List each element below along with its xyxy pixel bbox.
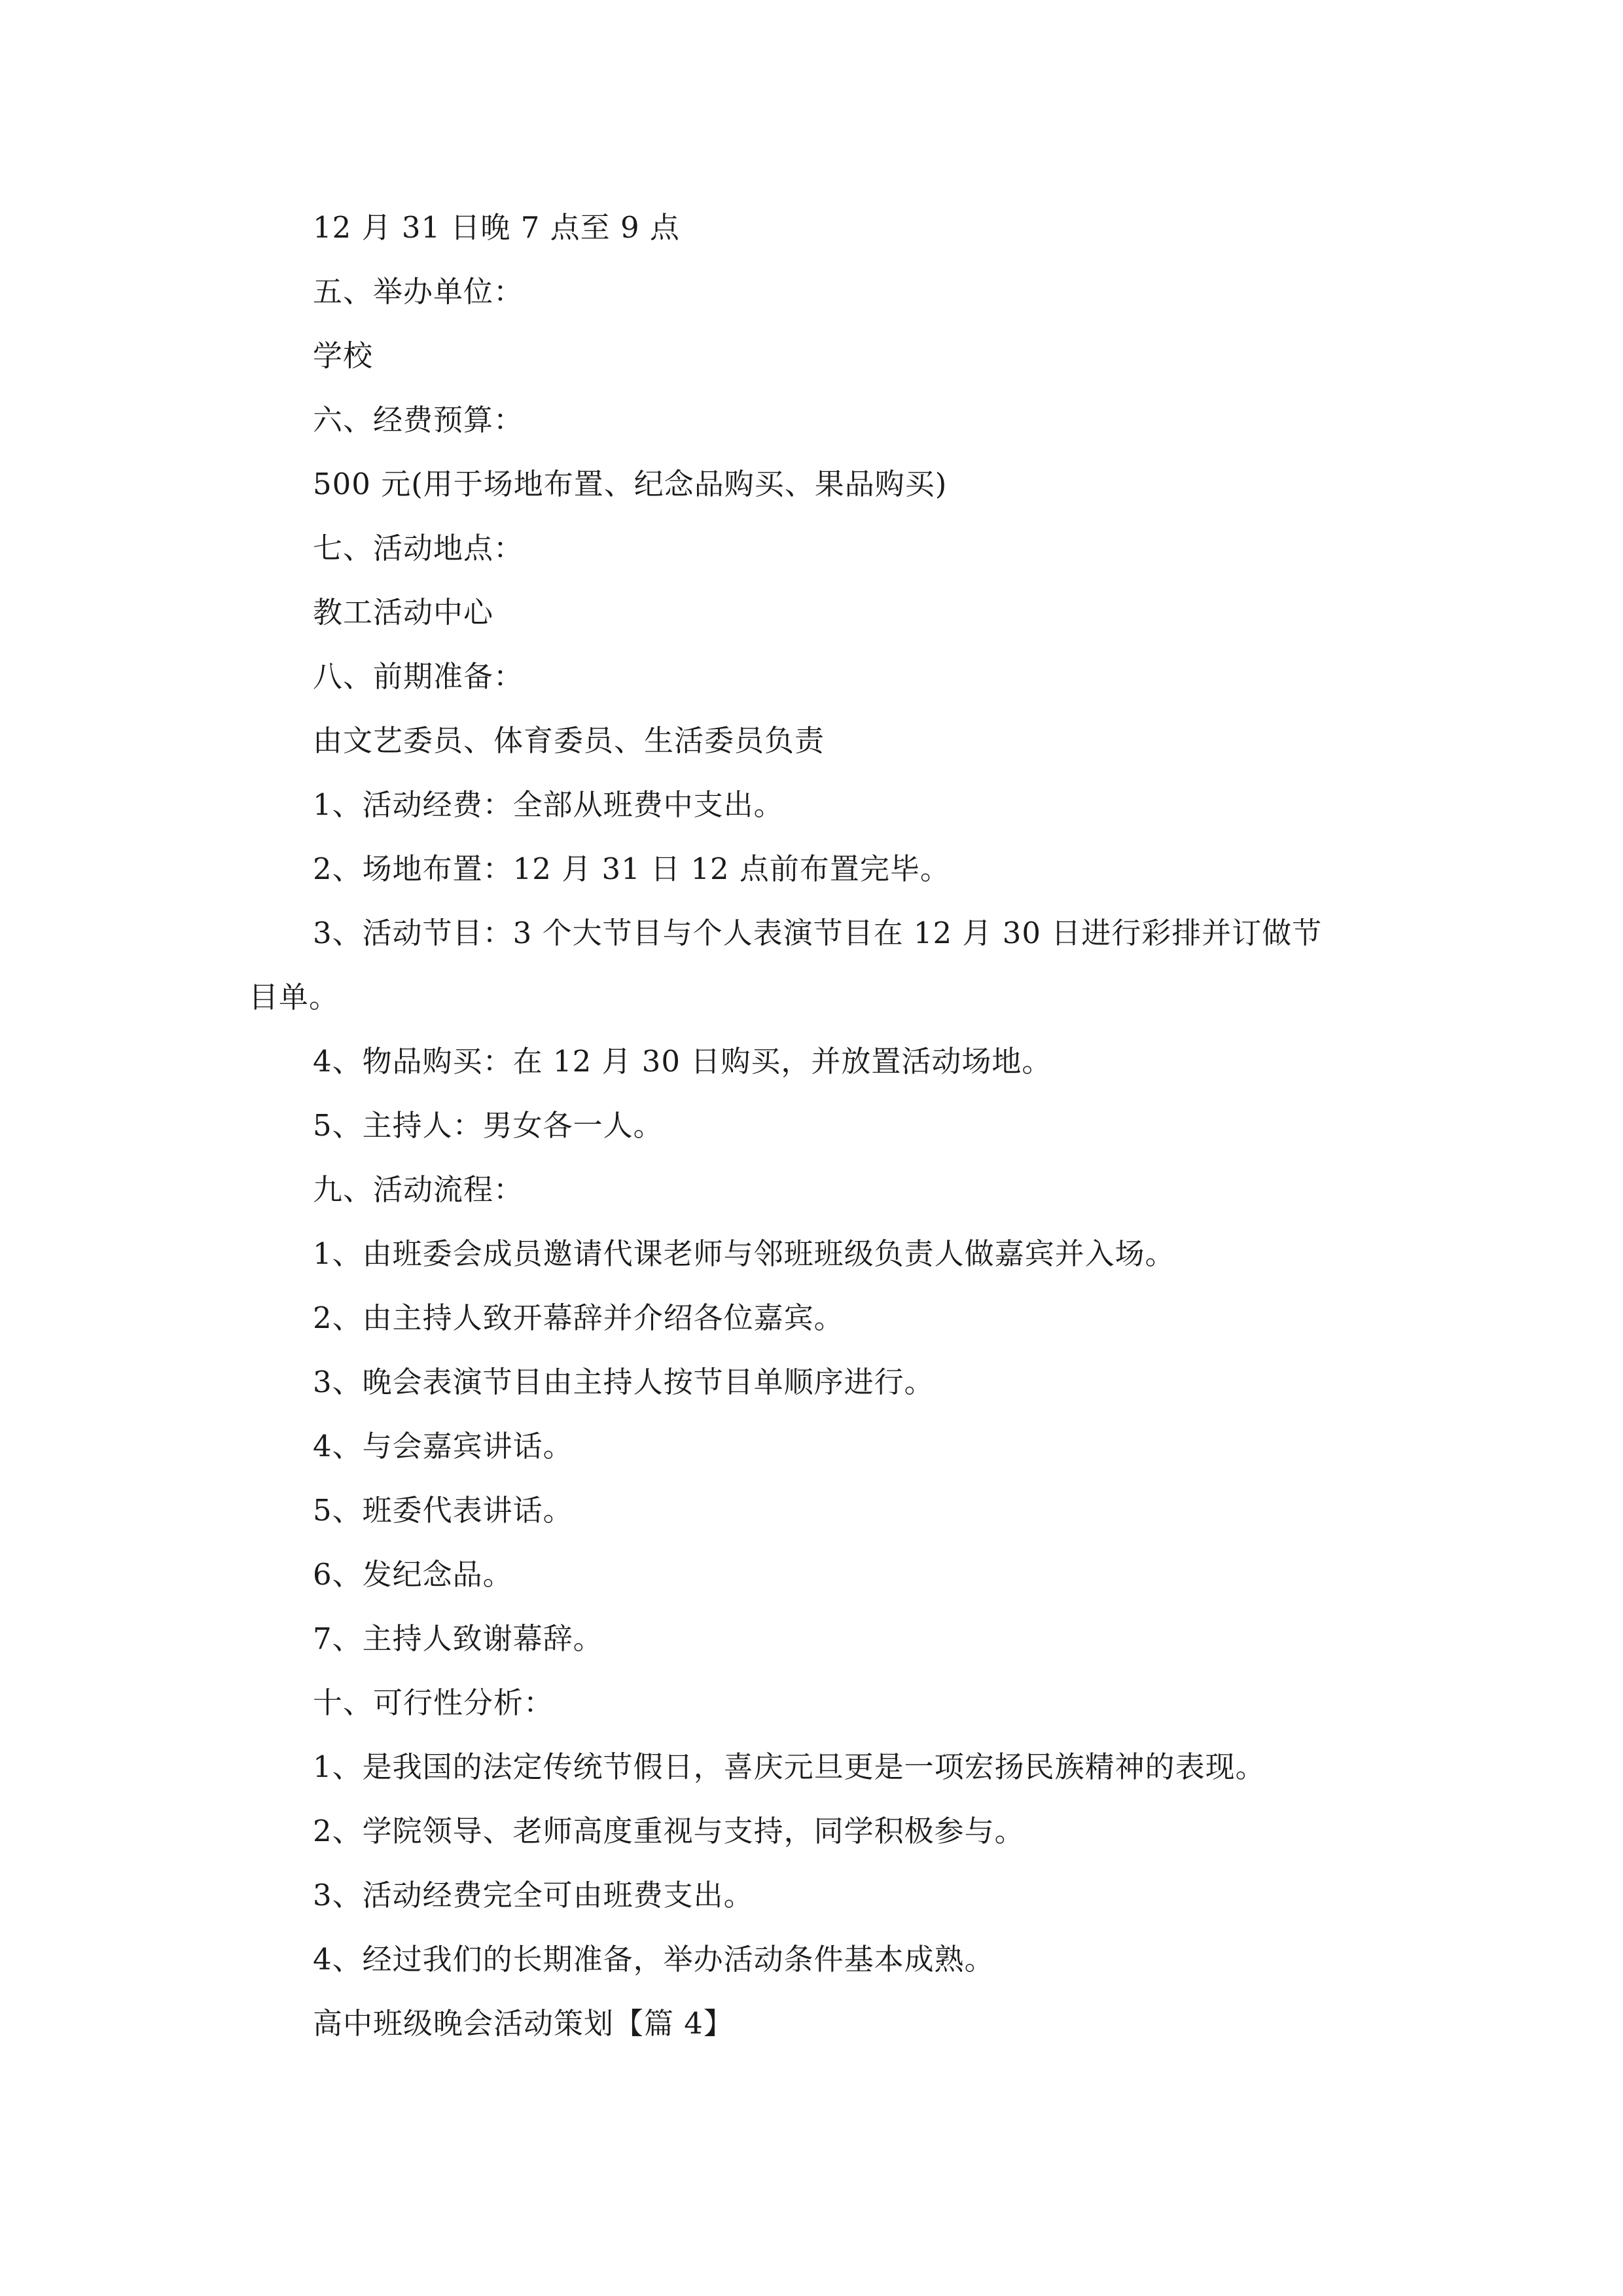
list-item: 3、晚会表演节目由主持人按节目单顺序进行。 xyxy=(313,1365,935,1399)
list-item: 7、主持人致谢幕辞。 xyxy=(313,1621,603,1656)
section-title: 高中班级晚会活动策划【篇 4】 xyxy=(313,2006,734,2041)
list-item: 1、是我国的法定传统节假日，喜庆元旦更是一项宏扬民族精神的表现。 xyxy=(313,1749,1266,1784)
heading-location: 七、活动地点： xyxy=(313,531,524,565)
list-item-continuation: 目单。 xyxy=(249,980,340,1014)
heading-preparation: 八、前期准备： xyxy=(313,659,524,694)
list-item: 2、场地布置：12 月 31 日 12 点前布置完毕。 xyxy=(313,852,950,886)
heading-organizer: 五、举办单位： xyxy=(313,274,524,309)
list-item: 4、与会嘉宾讲话。 xyxy=(313,1429,573,1463)
heading-budget: 六、经费预算： xyxy=(313,403,524,437)
list-item: 3、活动经费完全可由班费支出。 xyxy=(313,1878,754,1912)
list-item: 4、物品购买：在 12 月 30 日购买，并放置活动场地。 xyxy=(313,1044,1052,1079)
list-item: 2、学院领导、老师高度重视与支持，同学积极参与。 xyxy=(313,1814,1025,1848)
paragraph-organizer: 学校 xyxy=(313,338,374,373)
list-item: 1、由班委会成员邀请代课老师与邻班班级负责人做嘉宾并入场。 xyxy=(313,1236,1175,1271)
list-item: 4、经过我们的长期准备，举办活动条件基本成熟。 xyxy=(313,1942,995,1977)
paragraph-time: 12 月 31 日晚 7 点至 9 点 xyxy=(313,210,680,245)
list-item: 5、班委代表讲话。 xyxy=(313,1493,573,1528)
heading-process: 九、活动流程： xyxy=(313,1172,524,1207)
list-item: 1、活动经费：全部从班费中支出。 xyxy=(313,787,784,822)
list-item: 3、活动节目：3 个大节目与个人表演节目在 12 月 30 日进行彩排并订做节 xyxy=(313,916,1323,950)
paragraph-budget: 500 元(用于场地布置、纪念品购买、果品购买) xyxy=(313,467,948,501)
paragraph-location: 教工活动中心 xyxy=(313,595,494,630)
list-item: 2、由主持人致开幕辞并介绍各位嘉宾。 xyxy=(313,1300,844,1335)
list-item: 6、发纪念品。 xyxy=(313,1557,513,1592)
heading-feasibility: 十、可行性分析： xyxy=(313,1685,554,1720)
paragraph-preparation: 由文艺委员、体育委员、生活委员负责 xyxy=(313,723,825,758)
list-item: 5、主持人：男女各一人。 xyxy=(313,1108,664,1143)
